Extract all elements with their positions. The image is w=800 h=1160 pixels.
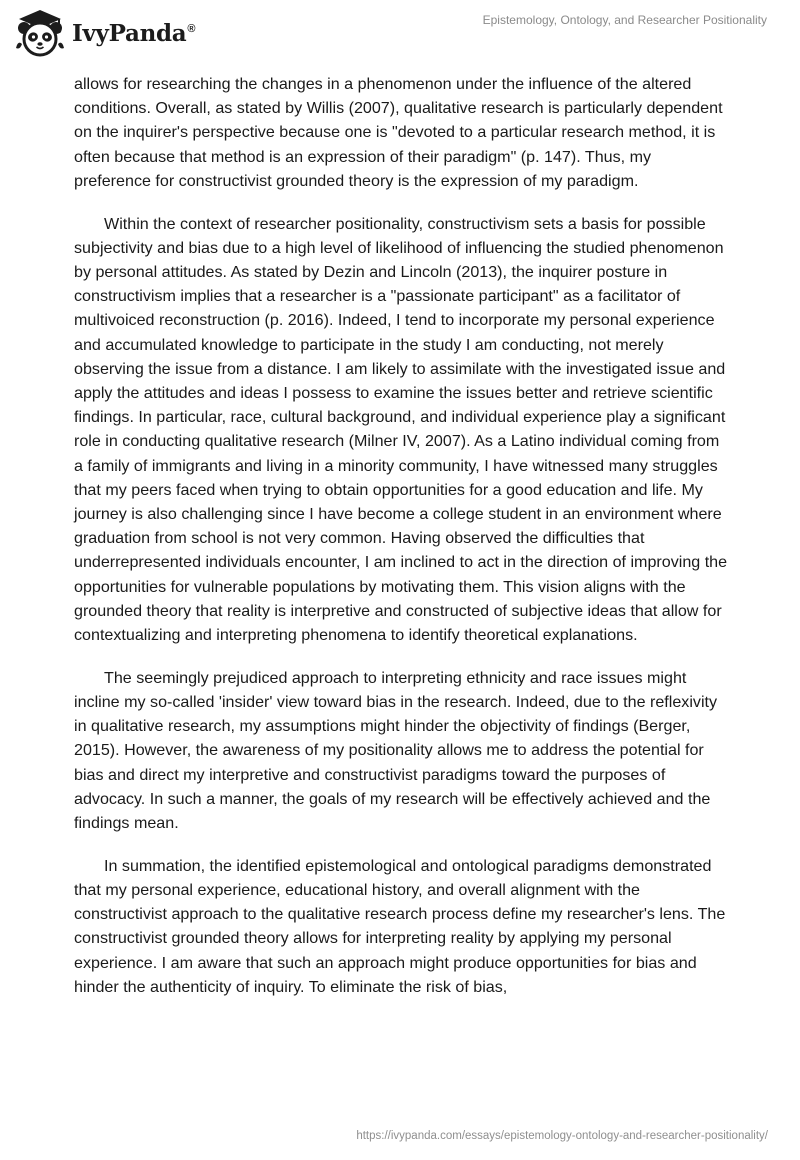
brand-name: IvyPanda® <box>72 19 196 47</box>
paragraph-4: In summation, the identified epistemological and ontological paradigms demonstrated that my personal experience, educational history, and overall alignment with the constructivist approach to the qualitative research process define my researcher's lens. The constructivist grounded theory allows for interpreting reality by applying my personal experience. I am aware that such an approach might produce opportunities for bias and hinder the authenticity of inquiry. To eliminate the risk of bias, <box>74 856 726 996</box>
document-title: Epistemology, Ontology, and Researcher Positionality <box>482 13 767 27</box>
paragraph-1: allows for researching the changes in a phenomenon under the influence of the altered conditions. Overall, as stated by Willis (2007), qualitative research is particularly dependent on the inquirer's perspective because one is "devoted to a particular research method, it is often because that method is an expression of their paradigm" (p. 147). Thus, my preference for constructivist grounded theory is the expression of my paradigm. <box>74 75 723 190</box>
essay-body <box>74 72 728 1018</box>
registered-mark: ® <box>187 22 196 35</box>
panda-graduate-icon <box>14 8 66 58</box>
paragraph-3: The seemingly prejudiced approach to interpreting ethnicity and race issues might incline my so-called 'insider' view toward bias in the research. Indeed, due to the reflexivity in qualitative research, my assumptions might hinder the objectivity of findings (Berger, 2015). However, the awareness of my positionality allows me to address the potential for bias and direct my interpretive and constructivist paradigms toward the purposes of advocacy. In such a manner, the goals of my research will be effectively achieved and the findings mean. <box>74 668 718 833</box>
brand-logo[interactable] <box>14 8 195 58</box>
page-header <box>0 0 800 70</box>
source-url[interactable]: https://ivypanda.com/essays/epistemology-ontology-and-researcher-positionality/ <box>356 1130 768 1142</box>
paragraph-2: Within the context of researcher positionality, constructivism sets a basis for possible subjectivity and bias due to a high level of likelihood of influencing the studied phenomenon by personal attitudes. As stated by Dezin and Lincoln (2013), the inquirer posture in constructivism implies that a researcher is a "passionate participant" as a facilitator of multivoiced reconstruction (p. 2016). Indeed, I tend to incorporate my personal experience and accumulated knowledge to participate in the study I am conducting, not merely observing the issue from a distance. I am likely to assimilate with the investigated issue and apply the attitudes and ideas I possess to examine the issues better and retrieve scientific findings. In particular, race, cultural background, and individual experience play a significant role in conducting qualitative research (Milner IV, 2007). As a Latino individual coming from a family of immigrants and living in a minority community, I have witnessed many struggles that my peers faced when trying to obtain opportunities for a good education and life. My journey is also challenging since I have become a college student in an environment where graduation from school is not very common. Having observed the difficulties that underrepresented individuals encounter, I am inclined to act in the direction of improving the opportunities for vulnerable populations by motivating them. This vision aligns with the grounded theory that reality is interpretive and constructed of subjective ideas that allow for contextualizing and interpreting phenomena to identify theoretical explanations. <box>74 214 728 645</box>
